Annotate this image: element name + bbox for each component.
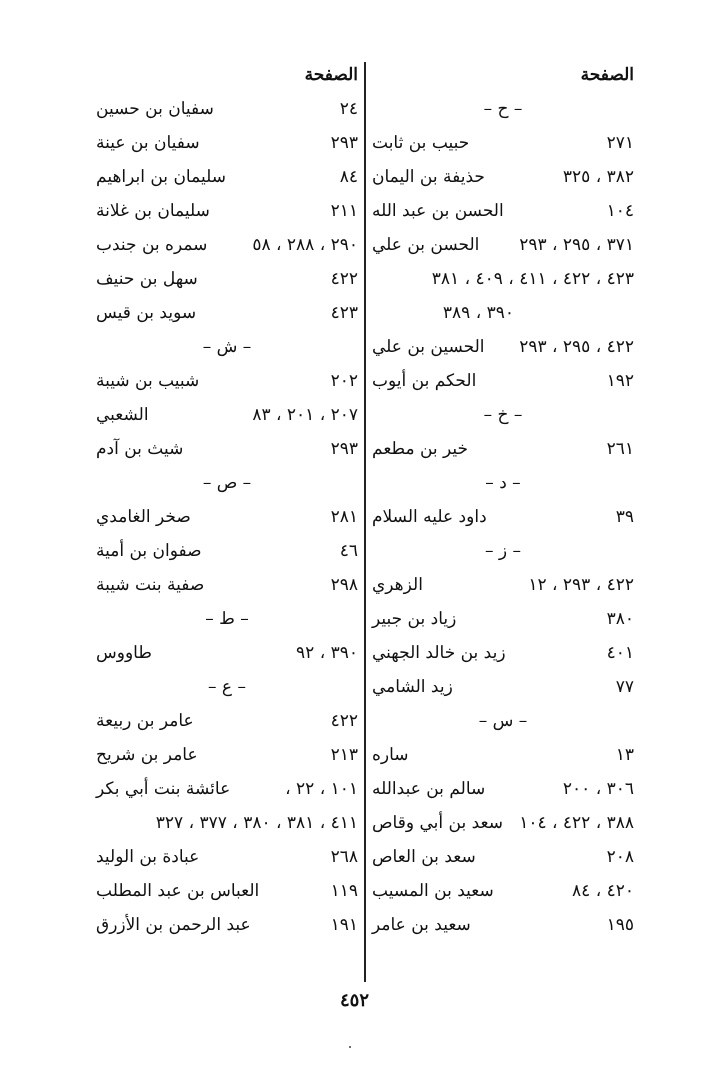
entry-name: سليمان بن غلانة [96, 201, 210, 221]
left-column-rows [96, 92, 358, 942]
entry-name: زيد الشامي [372, 677, 453, 697]
entry-pages: ٢٧١ [606, 133, 634, 153]
index-entry [372, 330, 634, 364]
entry-pages: ٢٤ [339, 99, 358, 119]
index-entry [372, 432, 634, 466]
index-entry [372, 500, 634, 534]
entry-name: الزهري [372, 575, 423, 595]
entry-name: سويد بن قيس [96, 303, 197, 323]
entry-name: الحسن بن عبد الله [372, 201, 504, 221]
letter-heading: – ع – [208, 677, 246, 697]
entry-pages: ٢٩٣ [330, 439, 358, 459]
entry-pages: ١٠٤ [606, 201, 634, 221]
entry-pages: ٤٢٢ ، ٢٩٣ ، ١٢ [528, 575, 634, 595]
entry-pages: ٤٢٠ ، ٨٤ [572, 881, 634, 901]
entry-name: داود عليه السلام [372, 507, 487, 527]
index-entry [96, 92, 358, 126]
entry-pages: ٤٦ [339, 541, 358, 561]
entry-name: عبد الرحمن بن الأزرق [96, 915, 251, 935]
entry-pages: ٣٨٢ ، ٣٢٥ [562, 167, 634, 187]
index-entry [96, 568, 358, 602]
page-number: ٤٥٢ [339, 990, 369, 1011]
letter-heading: – ط – [205, 609, 249, 629]
entry-pages: ٣٩ [615, 507, 634, 527]
index-entry [372, 568, 634, 602]
entry-pages: ٤٢٢ [330, 269, 358, 289]
letter-heading: – ز – [484, 541, 522, 561]
index-entry [96, 398, 358, 432]
entry-name: سعد بن العاص [372, 847, 476, 867]
index-entry [372, 126, 634, 160]
entry-name: سمره بن جندب [96, 235, 208, 255]
column-divider [364, 62, 366, 982]
entry-name: صفية بنت شيبة [96, 575, 205, 595]
page-speck [349, 1046, 351, 1048]
entry-pages: ٣٩٠ ، ٩٢ [296, 643, 358, 663]
index-entry [372, 228, 634, 262]
entry-pages: ٢٩٨ [330, 575, 358, 595]
index-entry [372, 772, 634, 806]
right-column-rows [372, 92, 634, 942]
index-entry [96, 500, 358, 534]
index-entry [372, 194, 634, 228]
entry-pages: ١٩٥ [606, 915, 634, 935]
entry-name: صفوان بن أمية [96, 541, 202, 561]
entry-pages: ٢٩٠ ، ٢٨٨ ، ٥٨ [252, 235, 358, 255]
entry-name: عامر بن شريح [96, 745, 198, 765]
index-entry [96, 806, 358, 840]
index-entry [372, 806, 634, 840]
left-column [96, 58, 358, 942]
index-entry [372, 908, 634, 942]
index-entry [96, 194, 358, 228]
entry-pages: ٢٨١ [330, 507, 358, 527]
entry-name: سعيد بن المسيب [372, 881, 494, 901]
entry-name: سفيان بن عينة [96, 133, 200, 153]
entry-pages: ٣٠٦ ، ٢٠٠ [562, 779, 634, 799]
entry-pages: ٤١١ ، ٣٨١ ، ٣٨٠ ، ٣٧٧ ، ٣٢٧ [155, 813, 358, 833]
letter-heading: – ح – [483, 99, 523, 119]
entry-pages: ١٣ [615, 745, 634, 765]
entry-pages: ٢٩٣ [330, 133, 358, 153]
index-entry [96, 840, 358, 874]
index-entry [372, 364, 634, 398]
entry-name: خير بن مطعم [372, 439, 469, 459]
entry-name: عائشة بنت أبي بكر [96, 779, 231, 799]
entry-name: زياد بن جبير [372, 609, 457, 629]
entry-name: ساره [372, 745, 409, 765]
entry-name: العباس بن عبد المطلب [96, 881, 260, 901]
entry-name: الشعبي [96, 405, 149, 425]
index-entry [372, 602, 634, 636]
entry-name: عامر بن ربيعة [96, 711, 194, 731]
entry-pages: ٣٨٨ ، ٤٢٢ ، ١٠٤ [519, 813, 634, 833]
entry-name: حبيب بن ثابت [372, 133, 470, 153]
index-entry [96, 534, 358, 568]
index-entry [96, 772, 358, 806]
entry-pages: ٤٢٣ ، ٤٢٢ ، ٤١١ ، ٤٠٩ ، ٣٨١ [431, 269, 634, 289]
entry-pages: ٤٢٣ [330, 303, 358, 323]
index-entry [372, 874, 634, 908]
right-column [372, 58, 634, 942]
entry-name: عبادة بن الوليد [96, 847, 200, 867]
index-entry [96, 704, 358, 738]
index-entry [96, 874, 358, 908]
entry-name: شبيب بن شيبة [96, 371, 200, 391]
entry-pages: ١١٩ [330, 881, 358, 901]
entry-pages: ١٩١ [330, 915, 358, 935]
index-entry [372, 262, 634, 296]
entry-pages: ٣٨٠ [606, 609, 634, 629]
entry-name: سعد بن أبي وقاص [372, 813, 503, 833]
entry-pages: ٤٢٢ [330, 711, 358, 731]
index-entry [372, 160, 634, 194]
entry-name: طاووس [96, 643, 152, 663]
index-entry [372, 670, 634, 704]
index-entry [96, 296, 358, 330]
left-column-header: الصفحة [304, 65, 358, 85]
index-entry [96, 126, 358, 160]
entry-pages: ٢٠٧ ، ٢٠١ ، ٨٣ [252, 405, 358, 425]
index-entry [96, 228, 358, 262]
entry-pages: ٣٩٠ ، ٣٨٩ [442, 303, 514, 323]
entry-pages: ٨٤ [339, 167, 358, 187]
entry-pages: ١٠١ ، ٢٢ ، [285, 779, 358, 799]
index-entry [96, 432, 358, 466]
index-entry [96, 908, 358, 942]
entry-name: سهل بن حنيف [96, 269, 198, 289]
entry-name: سعيد بن عامر [372, 915, 471, 935]
entry-pages: ٢٦٨ [330, 847, 358, 867]
entry-name: الحكم بن أيوب [372, 371, 477, 391]
entry-name: شيث بن آدم [96, 439, 184, 459]
entry-name: الحسين بن علي [372, 337, 485, 357]
entry-pages: ١٩٢ [606, 371, 634, 391]
entry-pages: ٤٢٢ ، ٢٩٥ ، ٢٩٣ [519, 337, 634, 357]
letter-heading: – ش – [202, 337, 252, 357]
letter-heading: – د – [485, 473, 521, 493]
entry-name: سفيان بن حسين [96, 99, 214, 119]
letter-heading: – ص – [202, 473, 252, 493]
index-entry [372, 296, 634, 330]
right-column-header: الصفحة [580, 65, 634, 85]
index-entry [96, 636, 358, 670]
index-entry [372, 840, 634, 874]
entry-pages: ٢٦١ [606, 439, 634, 459]
entry-name: حذيفة بن اليمان [372, 167, 485, 187]
entry-pages: ٢١١ [330, 201, 358, 221]
entry-pages: ٢١٣ [330, 745, 358, 765]
entry-pages: ٧٧ [615, 677, 634, 697]
entry-pages: ٢٠٨ [606, 847, 634, 867]
index-entry [372, 636, 634, 670]
entry-name: زيد بن خالد الجهني [372, 643, 506, 663]
index-entry [96, 364, 358, 398]
entry-pages: ٤٠١ [606, 643, 634, 663]
index-entry [372, 738, 634, 772]
entry-name: سالم بن عبدالله [372, 779, 486, 799]
entry-pages: ٣٧١ ، ٢٩٥ ، ٢٩٣ [519, 235, 634, 255]
entry-name: الحسن بن علي [372, 235, 480, 255]
letter-heading: – خ – [483, 405, 523, 425]
index-entry [96, 262, 358, 296]
entry-name: صخر الغامدي [96, 507, 191, 527]
entry-pages: ٢٠٢ [330, 371, 358, 391]
index-entry [96, 160, 358, 194]
index-entry [96, 738, 358, 772]
entry-name: سليمان بن ابراهيم [96, 167, 226, 187]
letter-heading: – س – [478, 711, 528, 731]
